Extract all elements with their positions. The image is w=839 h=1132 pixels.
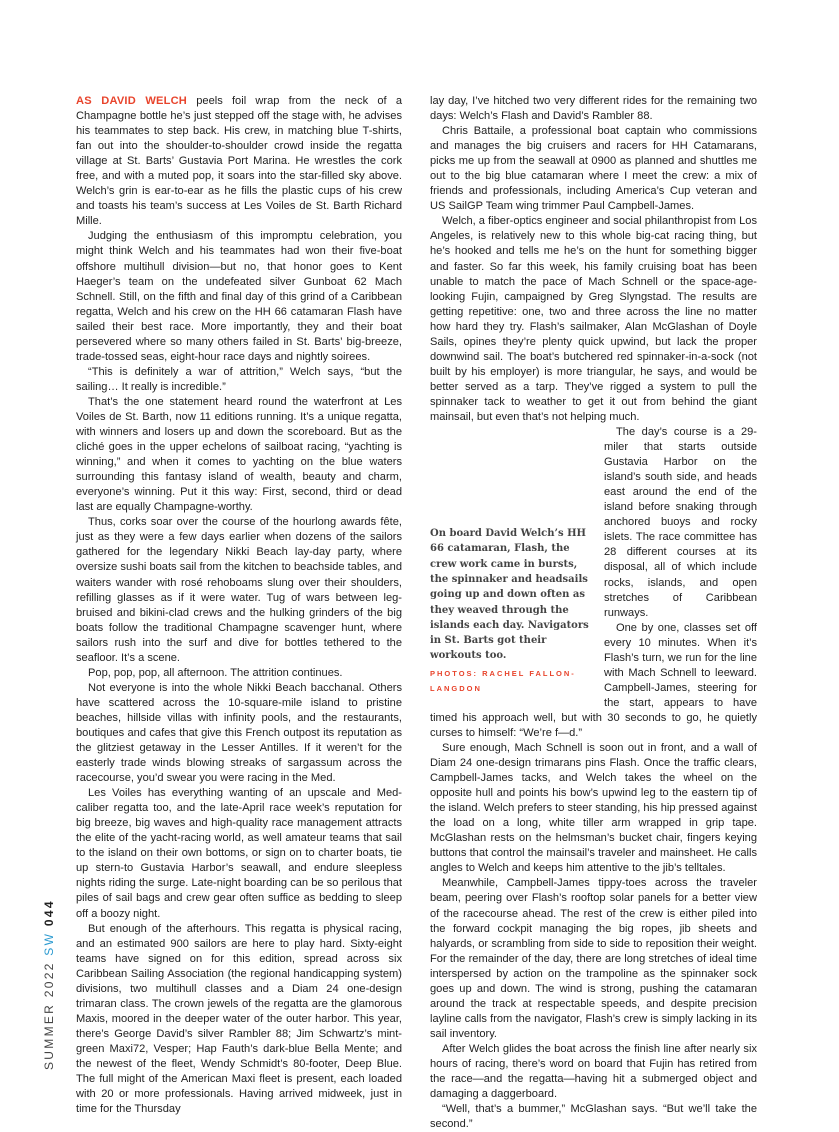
left-column	[76, 94, 402, 1117]
folio-magazine: SW	[42, 931, 56, 956]
folio-issue: SUMMER 2022	[42, 961, 56, 1070]
paragraph-text: peels foil wrap from the neck of a Champagne bottle he’s just stepped off the stage with, he advises his teammates to step back. His crew, in matching blue T-shirts, fan out into the shoulder-to-shoulder crowd inside the regatta village at St. Barts’ Gustavia Port Marina. He wrestles the cork free, and with a muted pop, it soars into the star-filled sky above. Welch’s grin is ear-to-ear as he fills the plastic cups of his crew and toasts his team’s success at Les Voiles de St. Barth Richard Mille.	[76, 95, 402, 228]
paragraph: The day’s course is a 29-miler that starts outside Gustavia Harbor on the island’s south side, and heads east around the end of the island before snaking through anchored buoys and rocky islets. The race committee has 28 different courses at its disposal, all of which include rocks, islands, and open stretches of Caribbean runways.	[604, 426, 757, 619]
opening-paragraph	[76, 94, 402, 229]
paragraph: Not everyone is into the whole Nikki Beach bacchanal. Others have scattered across the 10-square-mile island to pristine beaches, hillside villas with infinity pools, and the restaurants, boutiques and cafes that give this French outpost its reputation as the glitziest getaway in the Lesser Antilles. If it weren’t for the easterly trade winds blowing streaks of sargassum across the racecourse, you’d swear you were racing in the Med.	[76, 681, 402, 785]
paragraph: But enough of the afterhours. This regatta is physical racing, and an estimated 900 sailors are here to play hard. Sixty-eight teams have signed on for this edition, spread across six Caribbean Sailing Association (the regional handicapping system) divisions, two multihull classes and a Diam 24 one-design trimaran class. The crown jewels of the regatta are the glamorous Maxis, moored in the deeper water of the outer harbor. This year, there’s George David’s silver Rambler 88; Jim Schwartz’s mint-green Maxi72, Vesper; Hap Fauth’s dark-blue Bella Mente; and the newest of the fleet, Wendy Schmidt’s 80-footer, Deep Blue. The full might of the American Maxi fleet is present, each loaded with 20 or more professionals. Having arrived midweek, just in time for the Thursday	[76, 922, 402, 1116]
paragraph: “Well, that’s a bummer,” McGlashan says. “But we’ll take the second.”	[430, 1103, 757, 1131]
paragraph: Meanwhile, Campbell-James tippy-toes across the traveler beam, peering over Flash’s rooftop solar panels for a better view of the racecourse ahead. The rest of the crew is either piled into the forward cockpit managing the big ropes, jib sheets and halyards, or scrambling from side to side to reposition their weight. For the remainder of the day, there are long stretches of ideal time interspersed by action on the trampoline as the spinnaker sock goes up and down. The wind is strong, pushing the catamaran around the track at respectable speeds, and despite precision layline calls from the navigator, Flash’s crew is simply lacking in its sail inventory.	[430, 877, 757, 1040]
paragraph: Judging the enthusiasm of this impromptu celebration, you might think Welch and his teammates had won their five-boat offshore multihull division—but no, that honor goes to Kent Haeger’s team on the undefeated silver Gunboat 62 Mach Schnell. Still, on the fifth and final day of this grind of a Caribbean regatta, Welch and his crew on the HH 66 catamaran Flash have sailed their best race. More importantly, they and their boat persevered where so many others failed in St. Barts’ big-breeze, trade-tossed seas, eight-hour race days and nightly soirees.	[76, 230, 402, 363]
paragraph: Welch, a fiber-optics engineer and social philanthropist from Los Angeles, is relatively new to this whole big-cat racing thing, but he’s hooked and tells me he’s on the hunt for something bigger and faster. So far this week, his family cruising boat has been unable to match the pace of Mach Schnell or the space-age-looking Fujin, campaigned by Greg Slyngstad. The results are getting repetitive: one, two and three across the line no matter how hard they try. Flash’s sailmaker, Alan McGlashan of Doyle Sails, opines they’re plenty quick upwind, but lack the proper downwind sail. The boat’s butchered red spinnaker-in-a-sock (not built by his employer) is more triangular, he says, and would be better served as a tarp. They’ve rigged a system to pull the spinnaker tack to weather to get it out from behind the giant mainsail, but even that’s not helping much.	[430, 215, 757, 423]
paragraph: “This is definitely a war of attrition,” Welch says, “but the sailing… It really is incredible.”	[76, 365, 402, 393]
lead-in: AS DAVID WELCH	[76, 95, 188, 107]
paragraph: After Welch glides the boat across the finish line after nearly six hours of racing, there’s word on board that Fujin has retired from the race—and the regatta—having hit a submerged object and damaging a daggerboard.	[430, 1042, 757, 1101]
paragraph: Pop, pop, pop, all afternoon. The attrition continues.	[88, 666, 343, 679]
photo-credit: PHOTOS: RACHEL FALLON-LANGDON	[430, 668, 576, 693]
photo-caption	[430, 526, 594, 696]
paragraph: That’s the one statement heard round the waterfront at Les Voiles de St. Barth, now 11 editions running. It’s a unique regatta, with winners and losers up and down the scoreboard. But as the cliché goes in the upper echelons of sailboat racing, “yachting is winning,” and when it comes to yachting on the blue waters surrounding this fantasy island of wealth, beauty and charm, everyone’s winning. Put it this way: First, second, third or dead last are equally Champagne-worthy.	[76, 395, 402, 514]
paragraph: lay day, I’ve hitched two very different rides for the remaining two days: Welch’s Flash and David’s Rambler 88.	[430, 95, 757, 123]
paragraph: Chris Battaile, a professional boat captain who commissions and manages the big cruisers and racers for HH Catamarans, picks me up from the seawall at 0900 as planned and shuttles me out to the big blue catamaran where I meet the crew: a mix of friends and professionals, including America’s Cup veteran and US SailGP Team wing trimmer Paul Campbell-James.	[430, 125, 757, 213]
right-column	[430, 94, 757, 1132]
paragraph: Thus, corks soar over the course of the hourlong awards fête, just as they were a few days earlier when dozens of the sailors gathered for the legendary Nikki Beach lay-day party, where oversize sushi boats sail from the kitchen to beachside tables, and waiters wander with rosé rehoboams slung over their shoulders, refilling glasses as if it were water. Tug of wars between leg-bruised and bikini-clad crews and the hulking grinders of the big boats follow the traditional Champagne scavenger hunt, where sailors rush into the surf and dive for bottles tethered to the seafloor. It’s a scene.	[76, 516, 402, 664]
folio-page-number: 044	[42, 899, 56, 927]
paragraph: Sure enough, Mach Schnell is soon out in front, and a wall of Diam 24 one-design trimarans pins Flash. Once the traffic clears, Campbell-James tacks, and Welch takes the wheel on the opposite hull and points his bow’s upwind leg to the eastern tip of the island. Welch prefers to steer standing, his hip pressed against the load on a long, white tiller arm wrapped in grip tape. McGlashan rests on the helmsman’s bucket chair, fingers keying buttons that control the mainsail’s traveler and mainsheet. He calls angles to Welch and keeps him attentive to the jib’s telltales.	[430, 742, 757, 875]
caption-text: On board David Welch’s HH 66 catamaran, Flash, the crew work came in bursts, the spinnaker and headsails going up and down often as they weaved through the islands each day. Navigators in St. Barts got their workouts too.	[430, 528, 589, 662]
page-folio	[42, 899, 56, 1070]
paragraph: One by one, classes set off every 10 minutes. When it’s Flash’s turn, we run for the line with Mach Schnell to leeward. Campbell-James, steering for the start, appears to have timed his approach well, but with 30 seconds to go, he quietly curses to himself: “We’re f—d.”	[430, 621, 757, 739]
paragraph: Les Voiles has everything wanting of an upscale and Med-caliber regatta too, and the late-April race week’s reputation for big breeze, big waves and high-quality race management attracts the elite of the yacht-racing world, as well amateur teams that sail to the island on their own bottoms, or sign on to charter boats, tie up stern-to Gustavia Harbor’s seawall, and endure sleepless nights riding the surge. Late-night boarding can be so perilous that piles of sail bags and crew gear often suffice as bedding to sleep off a boozy night.	[76, 787, 402, 920]
